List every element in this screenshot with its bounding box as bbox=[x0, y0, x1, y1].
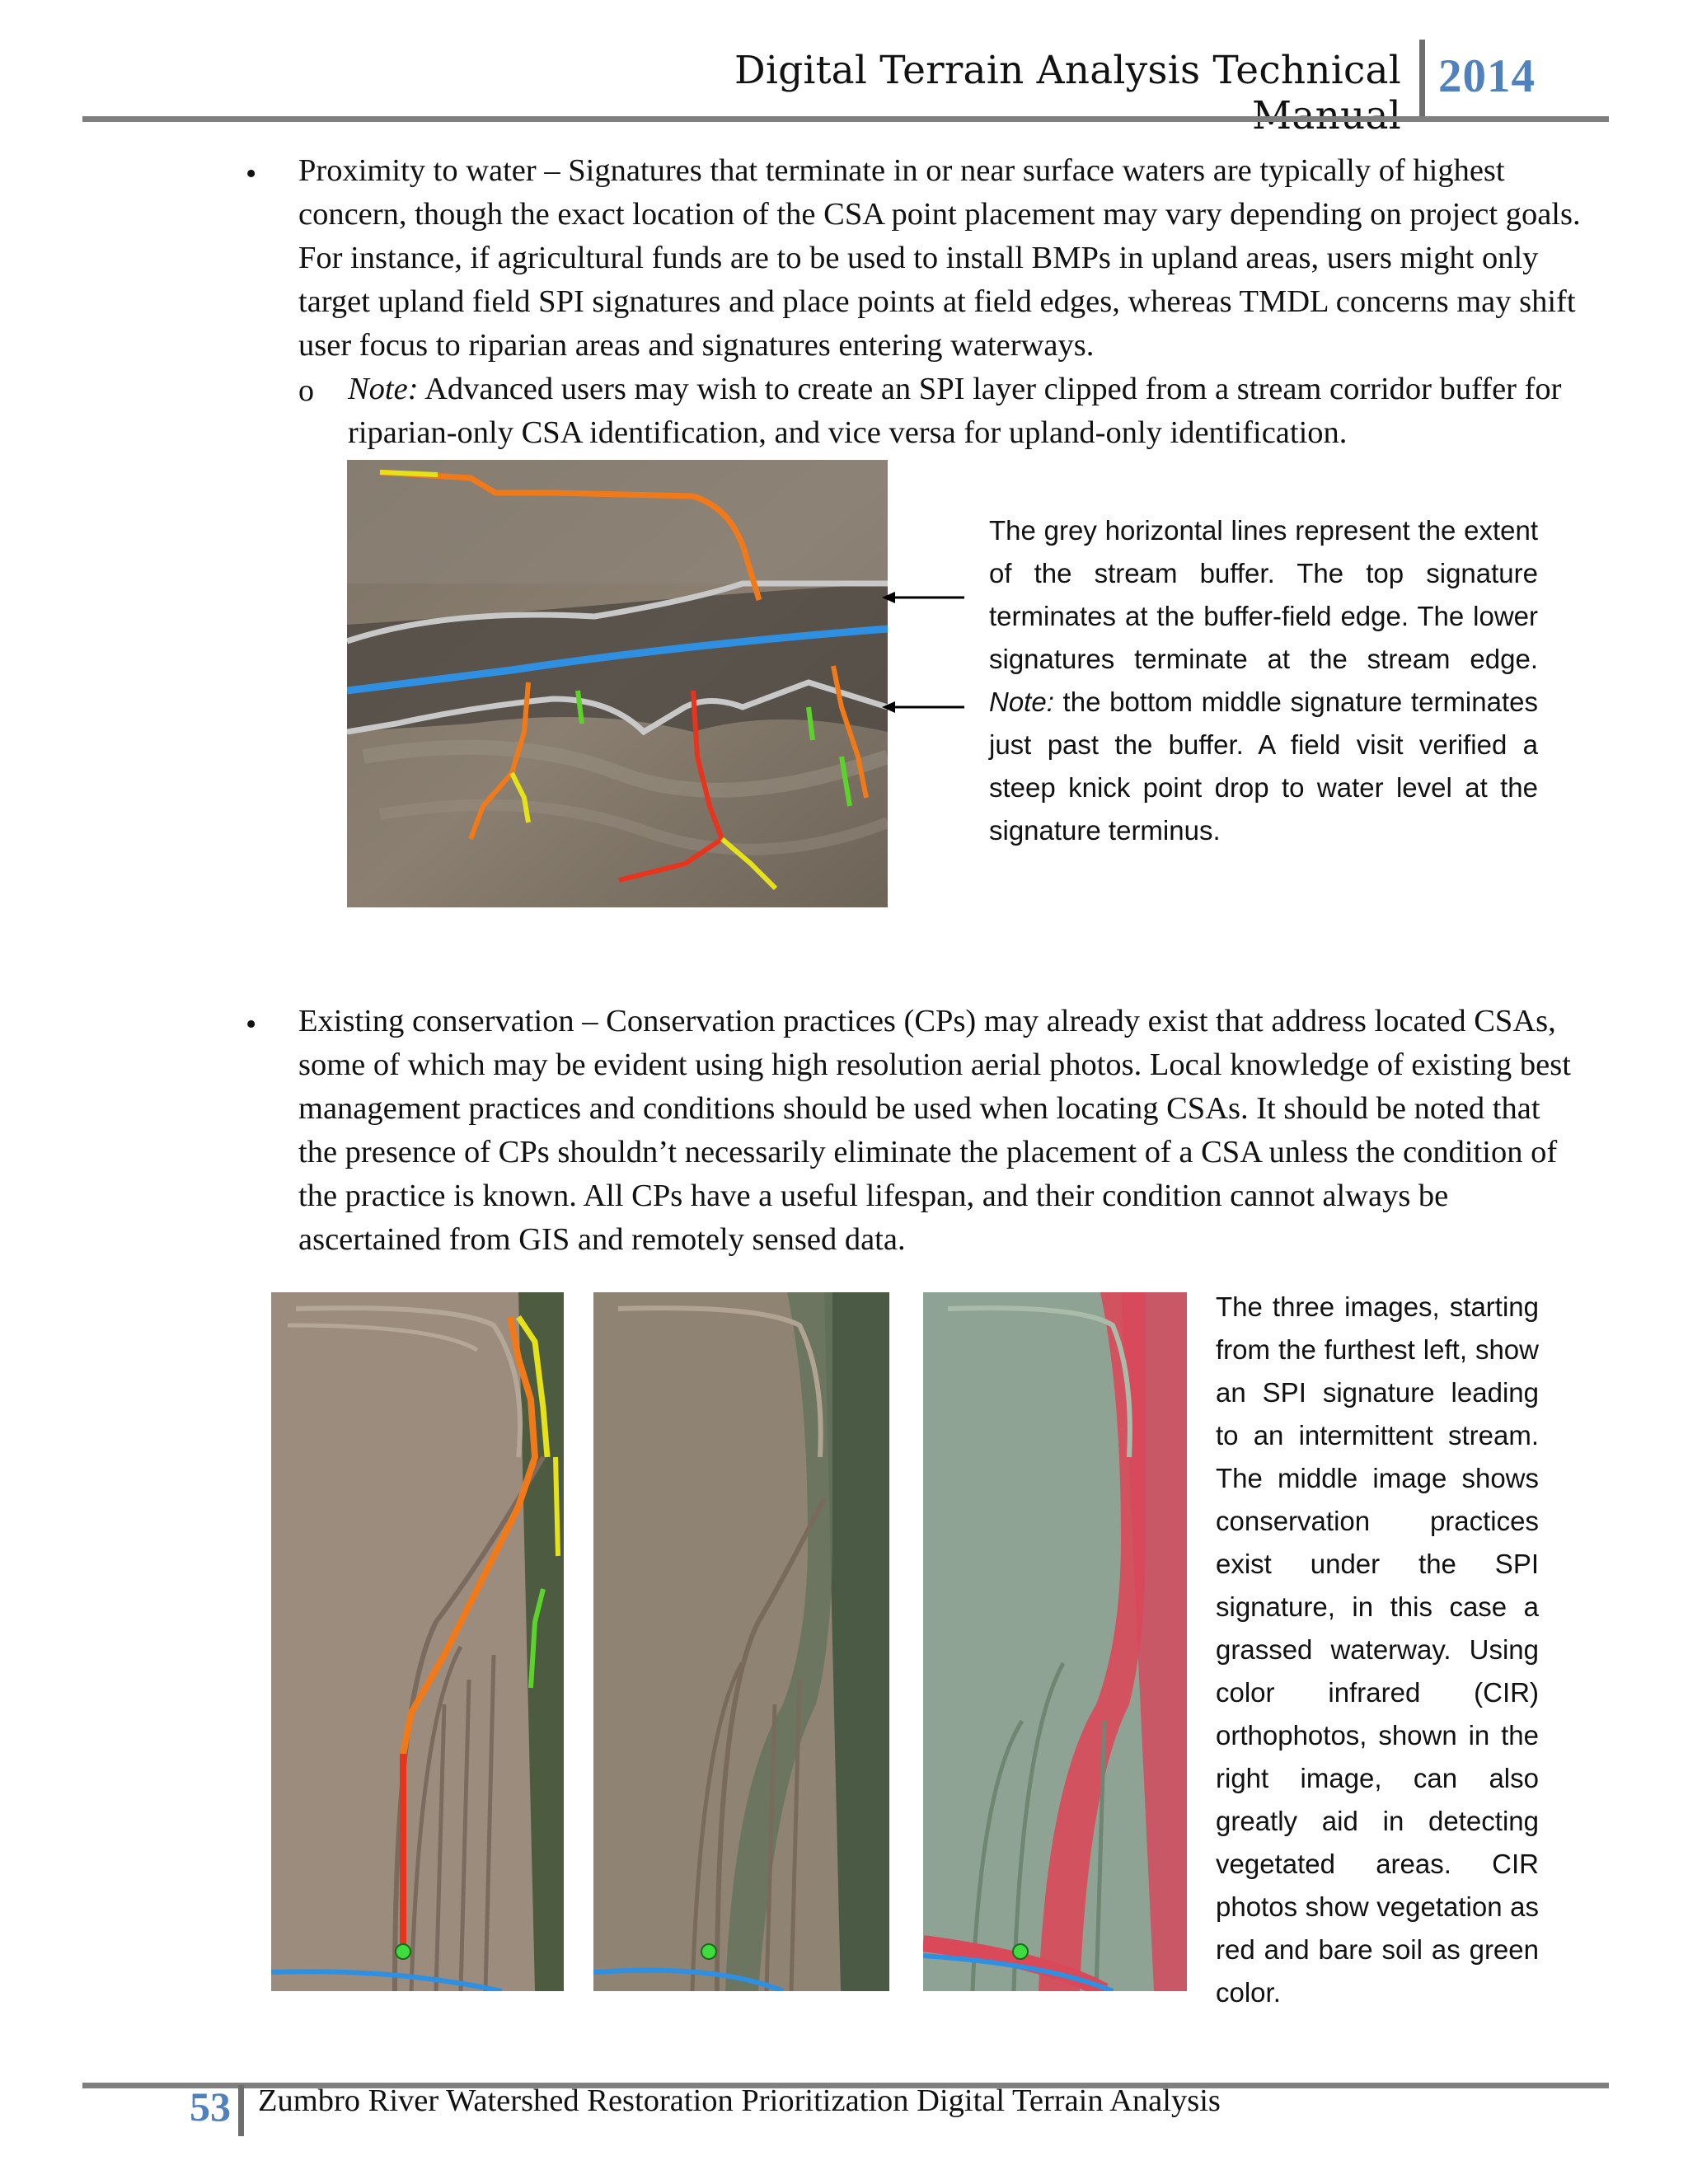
figure-spi-signature bbox=[271, 1292, 564, 1991]
figure-cir-orthophoto bbox=[923, 1292, 1187, 1991]
figure-grassed-waterway bbox=[593, 1292, 889, 1991]
note-label: Note: bbox=[348, 372, 419, 406]
bullet-marker: • bbox=[246, 1007, 257, 1042]
sub-bullet-marker: o bbox=[298, 373, 314, 408]
running-header-year: 2014 bbox=[1438, 50, 1536, 102]
arrow-top-buffer bbox=[882, 589, 964, 606]
header-rule bbox=[82, 116, 1609, 122]
paragraph-existing-conservation: Existing conservation – Conservation practices (CPs) may already exist that address located CSAs, some of which may be evident using high resolution aerial photos. Local knowledge of existing best management practices and conditions should be used when locating CSAs. It should be noted that the presence of CPs shouldn’t necessarily eliminate the placement of a CSA unless the condition of the practice is known. All CPs have a useful lifespan, and their condition cannot always be ascertained from GIS and remotely sensed data. bbox=[298, 1004, 1571, 1257]
header-divider bbox=[1419, 40, 1425, 119]
paragraph-proximity-to-water: Proximity to water – Signatures that terminate in or near surface waters are typically of highest concern, though the exact location of the CSA point placement may vary depending on project goals. For instance, if agricultural funds are to be used to install BMPs in upland areas, users might only target upland field SPI signatures and place points at field edges, whereas TMDL concerns may shift user focus to riparian areas and signatures entering waterways. bbox=[298, 153, 1581, 363]
arrow-bottom-buffer bbox=[882, 699, 964, 715]
figure-stream-buffer-aerial bbox=[347, 460, 888, 907]
caption1-part2: the bottom middle signature terminates just past the buffer. A field visit verified a steep knick point drop to water level at the signature terminus. bbox=[989, 687, 1538, 846]
bullet-marker: • bbox=[246, 157, 257, 191]
note-text: Advanced users may wish to create an SPI layer clipped from a stream corridor buffer for riparian-only CSA identification, and vice versa for upland-only identification. bbox=[348, 372, 1562, 450]
page-number: 53 bbox=[190, 2083, 231, 2130]
caption-three-images: The three images, starting from the furthest left, show an SPI signature leading to an intermittent stream. The middle image shows conservation practices exist under the SPI signature, in this case a grassed waterway. Using color infrared (CIR) orthophotos, shown in the right image, can also greatly aid in detecting vegetated areas. CIR photos show vegetation as red and bare soil as green color. bbox=[1216, 1291, 1539, 2008]
caption1-note-label: Note: bbox=[989, 687, 1054, 717]
caption-stream-buffer bbox=[989, 509, 1538, 852]
running-header-title: Digital Terrain Analysis Technical bbox=[734, 48, 1401, 93]
footer-divider bbox=[238, 2085, 244, 2136]
footer-title: Zumbro River Watershed Restoration Prioritization Digital Terrain Analysis bbox=[258, 2083, 1221, 2118]
caption1-part1: The grey horizontal lines represent the extent of the stream buffer. The top signature terminates at the buffer-field edge. The lower signatures terminate at the stream edge. bbox=[989, 515, 1538, 674]
sub-bullet-note bbox=[348, 368, 1584, 455]
